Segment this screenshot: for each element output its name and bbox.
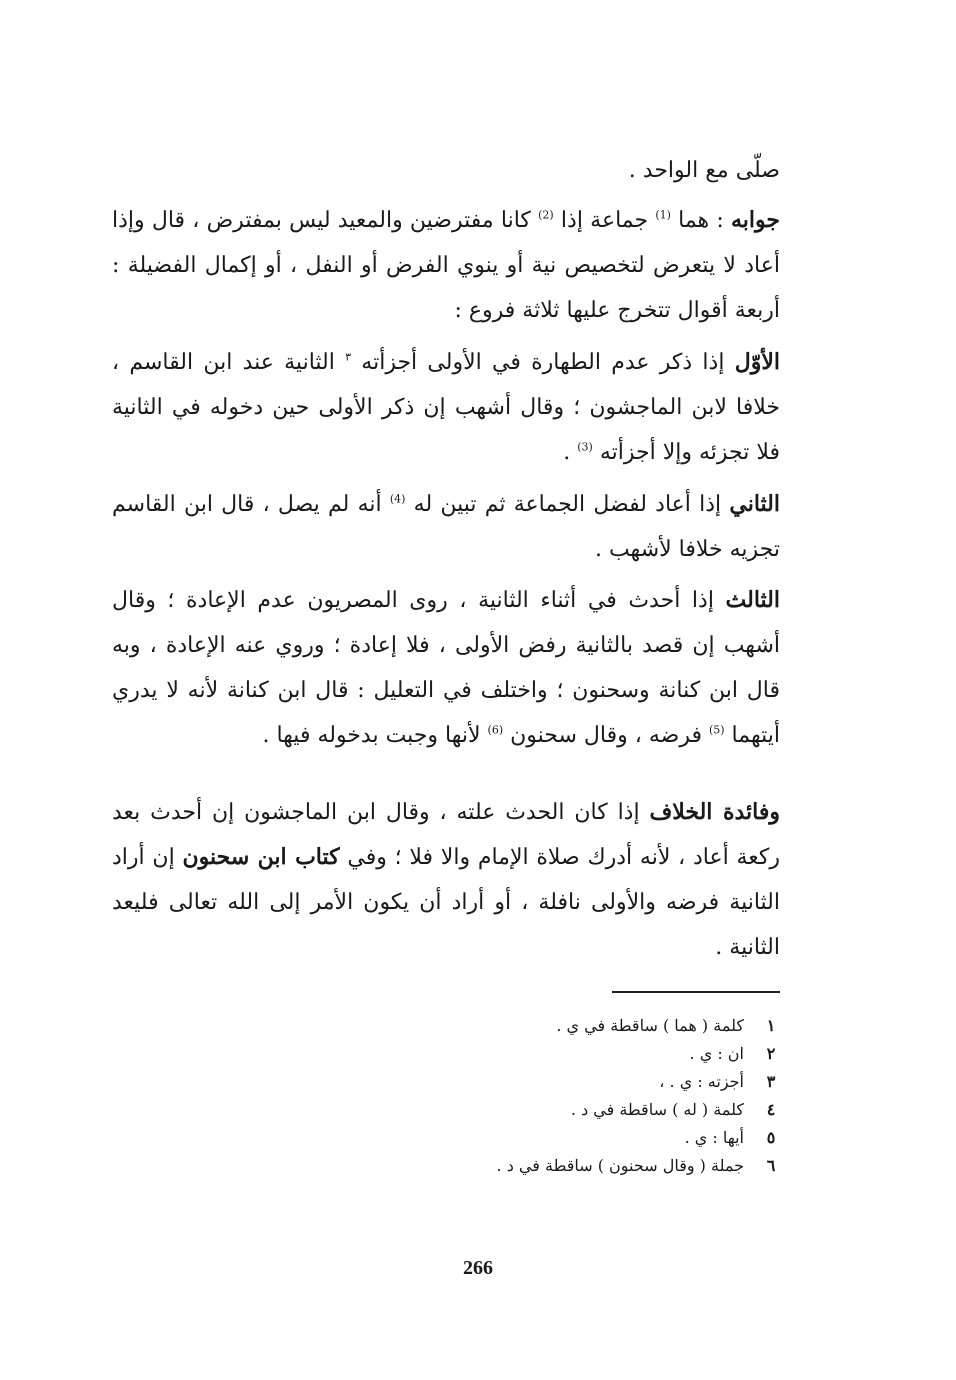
paragraph-3-text-a: إذا أعاد لفضل الجماعة ثم تبين له bbox=[405, 492, 730, 517]
paragraph-1-text-c: كانا مفترضين والمعيد ليس بمفترض ، قال وإذا أعاد لا يتعرض لتخصيص نية أو ينوي الفرض أو النفل ، أو إكمال الفضيلة : أربعة أقوال تتخرج عليها ثلاثة فروع : bbox=[112, 208, 780, 323]
footnote-ref-5: (5) bbox=[708, 723, 725, 737]
paragraph-5-text-b: إن أراد الثانية فرضه والأولى نافلة ، أو أراد أن يكون الأمر إلى الله تعالى فليعد الثانية . bbox=[112, 845, 780, 960]
book-title: كتاب ابن سحنون bbox=[182, 844, 340, 870]
paragraph-1-text-a: : هما bbox=[670, 208, 731, 233]
paragraph-2-text-b: الثانية عند ابن القاسم ، خلافا لابن الماجشون ؛ وقال أشهب إن ذكر الأولى حين دخوله في الثانية فلا تجزئه وإلا أجزأته bbox=[112, 350, 780, 465]
footnote-4: ٤ كلمة ( له ) ساقطة في د . bbox=[570, 1100, 776, 1119]
footnote-3: ٣ أجزته : ي . ، bbox=[659, 1072, 776, 1091]
paragraph-5-lead: وفائدة الخلاف bbox=[649, 799, 780, 825]
footnote-ref-3: (3) bbox=[577, 440, 593, 454]
paragraph-1-text-b: جماعة إذا bbox=[553, 208, 656, 233]
paragraph-4-text-c: لأنها وجبت بدخوله فيها . bbox=[262, 723, 488, 748]
paragraph-4-text-a: إذا أحدث في أثناء الثانية ، روى المصريون عدم الإعادة ؛ وقال أشهب إن قصد بالثانية رفض الأولى ، فلا إعادة ؛ وروي عنه الإعادة ، وبه قال ابن كنانة وسحنون ؛ واختلف في التعليل : قال ابن كنانة لأنه لا يدري أيتهما bbox=[112, 588, 780, 748]
paragraph-4-text-b: فرضه ، وقال سحنون bbox=[503, 723, 709, 748]
paragraph-3-lead: الثاني bbox=[729, 491, 780, 517]
paragraph-0: صلّى مع الواحد . bbox=[628, 158, 780, 183]
paragraph-4 bbox=[112, 578, 780, 758]
text-block-top bbox=[112, 148, 780, 193]
footnote-1: ١ كلمة ( هما ) ساقطة في ي . bbox=[556, 1016, 776, 1035]
footnote-ref-1: (1) bbox=[655, 208, 671, 222]
footnote-2: ٢ ان : ي . bbox=[689, 1044, 776, 1063]
footnote-ref-2: (2) bbox=[538, 208, 554, 222]
footnote-ref-4: (4) bbox=[389, 492, 406, 506]
paragraph-4-lead: الثالث bbox=[725, 587, 780, 613]
paragraph-2-lead: الأوّل bbox=[734, 349, 780, 375]
paragraph-3 bbox=[112, 482, 780, 572]
paragraph-2-text-a: إذا ذكر عدم الطهارة في الأولى أجزأته bbox=[351, 350, 735, 375]
footnote-ref-6: (6) bbox=[487, 723, 504, 737]
page-number: 266 bbox=[463, 1257, 493, 1279]
paragraph-1-lead: جوابه bbox=[730, 207, 780, 233]
footnote-5: ٥ أيها : ي . bbox=[684, 1128, 776, 1147]
paragraph-1 bbox=[112, 198, 780, 333]
paragraph-5 bbox=[112, 790, 780, 970]
footnotes bbox=[400, 1012, 780, 1180]
footnote-6: ٦ جملة ( وقال سحنون ) ساقطة في د . bbox=[496, 1156, 776, 1175]
footnote-ref-inline: ٣ bbox=[345, 350, 352, 364]
paragraph-2-text-c: . bbox=[563, 440, 578, 465]
paragraph-5-text-a: إذا كان الحدث علته ، وقال ابن الماجشون إن أحدث بعد ركعة أعاد ، لأنه أدرك صلاة الإمام والا فلا ؛ وفي bbox=[112, 800, 781, 870]
paragraph-3-text-b: أنه لم يصل ، قال ابن القاسم تجزيه خلافا لأشهب . bbox=[112, 492, 780, 562]
paragraph-2 bbox=[112, 340, 780, 475]
footnote-divider bbox=[612, 991, 780, 993]
